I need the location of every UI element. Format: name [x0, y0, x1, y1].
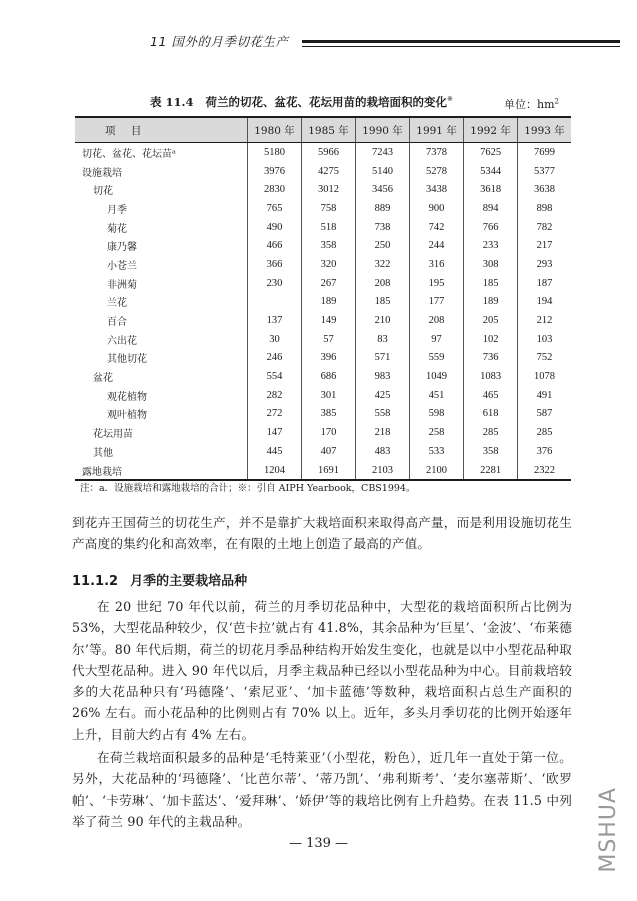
row-label: 切花、盆花、花坛苗ᵃ — [82, 148, 176, 160]
table-cell: 285 — [464, 423, 518, 442]
row-label: 观叶植物 — [107, 410, 147, 422]
table-cell: 396 — [302, 349, 356, 368]
table-row — [75, 180, 571, 199]
table-cell: 30 — [248, 330, 302, 349]
table-cell: 97 — [410, 330, 464, 349]
table-title: 荷兰的切花、盆花、花坛用苗的栽培面积的变化 — [205, 95, 448, 109]
table-cell: 103 — [518, 330, 571, 349]
table-cell: 194 — [518, 293, 571, 312]
table-cell: 137 — [248, 311, 302, 330]
table-row — [75, 255, 571, 274]
table-cell: 5278 — [410, 162, 464, 181]
table-cell: 170 — [302, 423, 356, 442]
table-cell: 205 — [464, 311, 518, 330]
table-row — [75, 330, 571, 349]
table-header-row — [75, 117, 571, 143]
table-cell: 285 — [518, 423, 571, 442]
row-label: 菊花 — [107, 223, 127, 235]
table-cell: 1049 — [410, 367, 464, 386]
table-cell: 900 — [410, 199, 464, 218]
column-header: 项 目 — [75, 117, 248, 143]
table-cell: 376 — [518, 442, 571, 461]
table-cell: 149 — [302, 311, 356, 330]
row-label: 兰花 — [107, 298, 127, 310]
table-footnote: 注：a．设施栽培和露地栽培的合计；※：引自 AIPH Yearbook，CBS1994。 — [80, 483, 416, 494]
table-title-mark: ※ — [447, 95, 453, 104]
table-cell: 2100 — [410, 461, 464, 481]
table-cell: 407 — [302, 442, 356, 461]
paragraph: 在荷兰栽培面积最多的品种是‘毛特莱亚’（小型花，粉色），近几年一直处于第一位。另外，大花品种的‘玛德隆’、‘比芭尔蒂’、‘蒂乃凯’、‘弗利斯考’、‘麦尔塞蒂斯’、‘欧罗帕’、‘卡劳琳’、‘加卡蓝达’、‘爱拜琳’、‘娇伊’等的栽培比例有上升趋势。在表 11.5 中列举了荷兰 90 年代的主栽品种。 — [72, 750, 572, 829]
table-cell: 7243 — [356, 143, 410, 162]
table-row — [75, 293, 571, 312]
table-cell: 559 — [410, 349, 464, 368]
watermark: MSHUA — [596, 787, 621, 873]
header-rule-thin — [302, 46, 620, 47]
table-cell: 1691 — [302, 461, 356, 481]
table-cell: 358 — [464, 442, 518, 461]
table-cell: 587 — [518, 405, 571, 424]
table-cell: 451 — [410, 386, 464, 405]
table-cell: 5180 — [248, 143, 302, 162]
table-cell: 1083 — [464, 367, 518, 386]
table-cell: 189 — [464, 293, 518, 312]
table-cell: 2830 — [248, 180, 302, 199]
table-cell: 894 — [464, 199, 518, 218]
paragraph: 到花卉王国荷兰的切花生产，并不是靠扩大栽培面积来取得高产量，而是利用设施切花生产高度的集约化和高效率，在有限的土地上创造了最高的产值。 — [72, 515, 572, 552]
table-cell: 5377 — [518, 162, 571, 181]
table-cell: 5966 — [302, 143, 356, 162]
column-header: 1990 年 — [356, 117, 410, 143]
table-cell: 2322 — [518, 461, 571, 481]
table-cell: 3456 — [356, 180, 410, 199]
row-label: 花坛用苗 — [93, 429, 133, 441]
table-cell: 185 — [356, 293, 410, 312]
row-label: 观花植物 — [107, 391, 147, 403]
table-cell: 558 — [356, 405, 410, 424]
table-cell: 3638 — [518, 180, 571, 199]
table-cell: 308 — [464, 255, 518, 274]
table-cell: 742 — [410, 218, 464, 237]
row-label: 小苍兰 — [107, 260, 137, 272]
column-header: 1992 年 — [464, 117, 518, 143]
table-cell: 282 — [248, 386, 302, 405]
table-row — [75, 143, 571, 162]
table-body — [75, 143, 571, 481]
row-label: 设施栽培 — [82, 167, 122, 179]
table-cell: 7378 — [410, 143, 464, 162]
table-cell: 195 — [410, 274, 464, 293]
table-row — [75, 274, 571, 293]
table-cell: 483 — [356, 442, 410, 461]
row-label: 其他 — [93, 447, 113, 459]
table-cell: 7625 — [464, 143, 518, 162]
table-row — [75, 218, 571, 237]
row-label: 切花 — [93, 186, 113, 198]
table-cell: 7699 — [518, 143, 571, 162]
table-cell: 466 — [248, 236, 302, 255]
table-cell: 316 — [410, 255, 464, 274]
table-cell: 233 — [464, 236, 518, 255]
table-cell: 889 — [356, 199, 410, 218]
table-caption — [150, 94, 560, 112]
table-cell: 366 — [248, 255, 302, 274]
row-label: 百合 — [107, 317, 127, 329]
table-row — [75, 367, 571, 386]
table-cell: 147 — [248, 423, 302, 442]
table-cell: 765 — [248, 199, 302, 218]
table-row — [75, 461, 571, 481]
table-cell: 571 — [356, 349, 410, 368]
table-cell: 752 — [518, 349, 571, 368]
table-cell: 212 — [518, 311, 571, 330]
table-cell: 5344 — [464, 162, 518, 181]
row-label: 六出花 — [107, 335, 137, 347]
table-cell: 385 — [302, 405, 356, 424]
area-table — [75, 116, 571, 481]
table-cell: 518 — [302, 218, 356, 237]
table-cell: 2103 — [356, 461, 410, 481]
table-row — [75, 162, 571, 181]
header-rule — [302, 40, 620, 43]
table-cell: 208 — [410, 311, 464, 330]
table-cell: 491 — [518, 386, 571, 405]
table-cell: 187 — [518, 274, 571, 293]
row-label: 非洲菊 — [107, 279, 137, 291]
table-cell: 210 — [356, 311, 410, 330]
table-cell: 686 — [302, 367, 356, 386]
table-cell: 230 — [248, 274, 302, 293]
table-cell: 490 — [248, 218, 302, 237]
table-cell: 272 — [248, 405, 302, 424]
table-cell: 898 — [518, 199, 571, 218]
table-row — [75, 236, 571, 255]
table-row — [75, 423, 571, 442]
table-cell: 185 — [464, 274, 518, 293]
table-cell: 598 — [410, 405, 464, 424]
column-header: 1993 年 — [518, 117, 571, 143]
table-cell: 267 — [302, 274, 356, 293]
column-header: 1980 年 — [248, 117, 302, 143]
row-label: 盆花 — [93, 373, 113, 385]
page-number: — 139 — — [288, 836, 349, 851]
table-cell: 218 — [356, 423, 410, 442]
table-cell: 5140 — [356, 162, 410, 181]
table-cell: 102 — [464, 330, 518, 349]
table-cell: 3618 — [464, 180, 518, 199]
table-row — [75, 199, 571, 218]
section-number: 11.1.2 — [72, 574, 119, 589]
section-title: 月季的主要栽培品种 — [130, 574, 248, 589]
table-cell: 533 — [410, 442, 464, 461]
table-cell: 301 — [302, 386, 356, 405]
table-cell: 4275 — [302, 162, 356, 181]
table-cell: 358 — [302, 236, 356, 255]
table-unit — [504, 96, 559, 112]
table-cell: 465 — [464, 386, 518, 405]
section-heading — [72, 570, 247, 589]
table-cell: 3012 — [302, 180, 356, 199]
table-row — [75, 311, 571, 330]
column-header: 1985 年 — [302, 117, 356, 143]
table-cell: 320 — [302, 255, 356, 274]
table-cell: 3438 — [410, 180, 464, 199]
table-cell: 983 — [356, 367, 410, 386]
table-number: 表 11.4 — [150, 95, 194, 109]
table-cell: 554 — [248, 367, 302, 386]
table-cell: 758 — [302, 199, 356, 218]
table-cell: 258 — [410, 423, 464, 442]
table-cell: 2281 — [464, 461, 518, 481]
table-cell: 322 — [356, 255, 410, 274]
table-cell: 208 — [356, 274, 410, 293]
table-cell: 782 — [518, 218, 571, 237]
table-cell — [248, 293, 302, 312]
table-cell: 738 — [356, 218, 410, 237]
table-cell: 246 — [248, 349, 302, 368]
table-cell: 1204 — [248, 461, 302, 481]
table-cell: 177 — [410, 293, 464, 312]
paragraph: 在 20 世纪 70 年代以前，荷兰的月季切花品种中，大型花的栽培面积所占比例为 53%，大型花品种较少，仅‘芭卡拉’就占有 41.8%，其余品种为‘巨星’、‘金波’、‘布莱德尔’等。80 年代后期，荷兰的切花月季品种结构开始发生变化，也就是以中小型花品种取代大型花品种。进入 90 年代以后，月季主栽品种已经以小型花品种为中心。目前栽培较多的大花品种只有‘玛德隆’、‘索尼亚’、‘加卡蓝德’等数种，栽培面积占总生产面积的 26% 左右。而小花品种的比例则占有 70% 以上。近年，多头月季切花的比例开始逐年上升，目前大约占有 4% 左右。 — [72, 599, 572, 742]
table-cell: 766 — [464, 218, 518, 237]
row-label: 其他切花 — [107, 354, 147, 366]
table-cell: 445 — [248, 442, 302, 461]
table-cell: 293 — [518, 255, 571, 274]
running-header — [150, 32, 620, 52]
table-row — [75, 442, 571, 461]
table-cell: 189 — [302, 293, 356, 312]
table-unit-sup: 2 — [554, 97, 559, 106]
row-label: 露地栽培 — [82, 466, 122, 478]
table-row — [75, 349, 571, 368]
table-unit-text: 单位：hm — [504, 98, 555, 111]
column-header: 1991 年 — [410, 117, 464, 143]
table-cell: 425 — [356, 386, 410, 405]
table-cell: 57 — [302, 330, 356, 349]
table-cell: 736 — [464, 349, 518, 368]
table-row — [75, 386, 571, 405]
table-cell: 244 — [410, 236, 464, 255]
row-label: 月季 — [107, 204, 127, 216]
row-label: 康乃馨 — [107, 242, 137, 254]
table-cell: 217 — [518, 236, 571, 255]
table-cell: 3976 — [248, 162, 302, 181]
table-cell: 250 — [356, 236, 410, 255]
table-row — [75, 405, 571, 424]
table-cell: 618 — [464, 405, 518, 424]
table-cell: 1078 — [518, 367, 571, 386]
running-header-text: 11 国外的月季切花生产 — [150, 34, 289, 49]
table-cell: 83 — [356, 330, 410, 349]
